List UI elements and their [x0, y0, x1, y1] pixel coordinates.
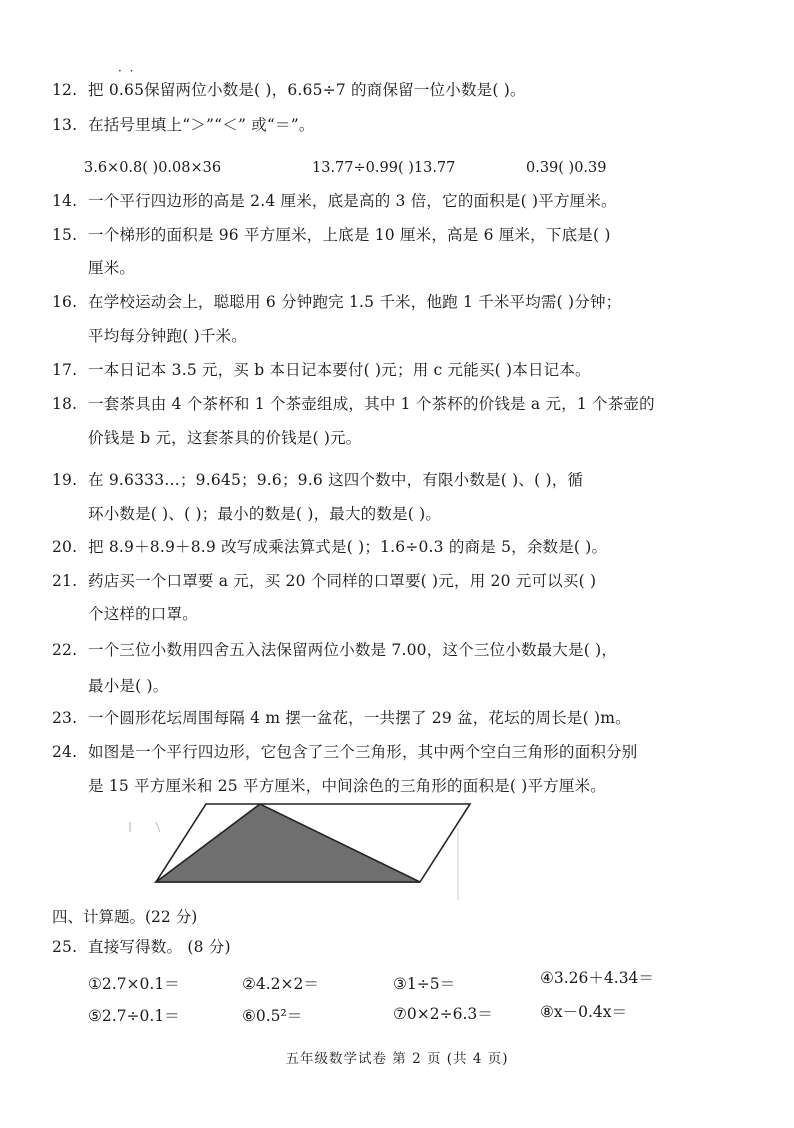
- comparison-item-3: 0.39( )0.39: [526, 160, 607, 176]
- question-20: [52, 537, 607, 557]
- question-24-continued: 是 15 平方厘米和 25 平方厘米，中间涂色的三角形的面积是( )平方厘米。: [88, 777, 606, 795]
- comparison-item-1: 3.6×0.8( )0.08×36: [84, 160, 222, 176]
- calc-item-3: ③1÷5＝: [393, 975, 456, 993]
- question-number: 18.: [52, 395, 78, 413]
- calc-item-8: ⑧x－0.4x＝: [540, 1003, 628, 1021]
- emphasis-dots: · ·: [118, 64, 136, 78]
- comparison-item-2: 13.77÷0.99( )13.77: [312, 160, 456, 176]
- question-19-continued: 环小数是( )、( )；最小的数是( )，最大的数是( )。: [88, 505, 442, 523]
- question-12: [52, 80, 526, 100]
- question-number: 20.: [52, 538, 78, 556]
- question-16-continued: 平均每分钟跑( )千米。: [88, 327, 247, 345]
- question-text: 在学校运动会上，聪聪用 6 分钟跑完 1.5 千米，他跑 1 千米平均需( )分钟；: [88, 293, 622, 311]
- calc-item-4: ④3.26＋4.34＝: [540, 969, 654, 987]
- question-text: 药店买一个口罩要 a 元，买 20 个同样的口罩要( )元，用 20 元可以买( ): [88, 572, 597, 590]
- question-13: [52, 115, 315, 135]
- question-text: 一个三位小数用四舍五入法保留两位小数是 7.00，这个三位小数最大是( )，: [88, 641, 618, 659]
- question-number: 16.: [52, 293, 78, 311]
- question-number: 19.: [52, 471, 78, 489]
- question-number: 21.: [52, 572, 78, 590]
- scan-artifact: [156, 822, 160, 832]
- question-16: [52, 292, 621, 312]
- question-text: 在括号里填上“＞”“＜” 或“＝”。: [88, 116, 315, 134]
- question-24: [52, 742, 638, 762]
- question-text: 一个平行四边形的高是 2.4 厘米，底是高的 3 倍，它的面积是( )平方厘米。: [88, 192, 617, 210]
- calc-item-5: ⑤2.7÷0.1＝: [88, 1007, 180, 1025]
- question-number: 23.: [52, 709, 78, 727]
- question-number: 22.: [52, 641, 78, 659]
- question-15: [52, 225, 611, 245]
- calc-item-7: ⑦0×2÷6.3＝: [393, 1005, 493, 1023]
- question-14: [52, 191, 617, 211]
- question-text: 把 0.65保留两位小数是( )，6.65÷7 的商保留一位小数是( )。: [88, 81, 526, 99]
- calc-item-1: ①2.7×0.1＝: [88, 975, 180, 993]
- question-21: [52, 571, 596, 591]
- question-19: [52, 470, 583, 490]
- calc-item-2: ②4.2×2＝: [242, 975, 319, 993]
- question-21-continued: 个这样的口罩。: [88, 605, 198, 623]
- question-22: [52, 640, 617, 660]
- question-15-continued: 厘米。: [88, 259, 136, 277]
- question-number: 24.: [52, 743, 78, 761]
- question-number: 12.: [52, 81, 78, 99]
- question-25: [52, 937, 231, 957]
- section-title: 四、计算题。(22 分): [52, 908, 198, 926]
- question-23: [52, 708, 631, 728]
- parallelogram-figure: [128, 800, 478, 905]
- question-text: 在 9.6333…；9.645；9.6；9.6 这四个数中，有限小数是( )、( )，循: [88, 471, 584, 489]
- question-number: 13.: [52, 116, 78, 134]
- shaded-triangle: [156, 804, 420, 882]
- question-17: [52, 360, 591, 380]
- question-18: [52, 394, 655, 414]
- question-text: 如图是一个平行四边形，它包含了三个三角形，其中两个空白三角形的面积分别: [88, 743, 638, 761]
- question-text: 把 8.9＋8.9＋8.9 改写成乘法算式是( )；1.6÷0.3 的商是 5，余数是( )。: [88, 538, 608, 556]
- question-text: 一本日记本 3.5 元，买 b 本日记本要付( )元；用 c 元能买( )本日记本。: [88, 361, 591, 379]
- page-footer: 五年级数学试卷 第 2 页 (共 4 页): [285, 1051, 509, 1067]
- question-22-continued: 最小是( )。: [88, 677, 169, 695]
- question-text: 一个圆形花坛周围每隔 4 m 摆一盆花，一共摆了 29 盆，花坛的周长是( )m。: [88, 709, 631, 727]
- question-text: 一个梯形的面积是 96 平方厘米，上底是 10 厘米，高是 6 厘米，下底是( ): [88, 226, 611, 244]
- question-text: 一套茶具由 4 个茶杯和 1 个茶壶组成，其中 1 个茶杯的价钱是 a 元，1 个茶壶的: [88, 395, 655, 413]
- question-number: 25.: [52, 938, 78, 956]
- question-number: 15.: [52, 226, 78, 244]
- calc-item-6: ⑥0.5²＝: [242, 1007, 303, 1025]
- question-number: 14.: [52, 192, 78, 210]
- question-number: 17.: [52, 361, 78, 379]
- question-text: 直接写得数。 (8 分): [88, 938, 231, 956]
- question-18-continued: 价钱是 b 元，这套茶具的价钱是( )元。: [88, 429, 362, 447]
